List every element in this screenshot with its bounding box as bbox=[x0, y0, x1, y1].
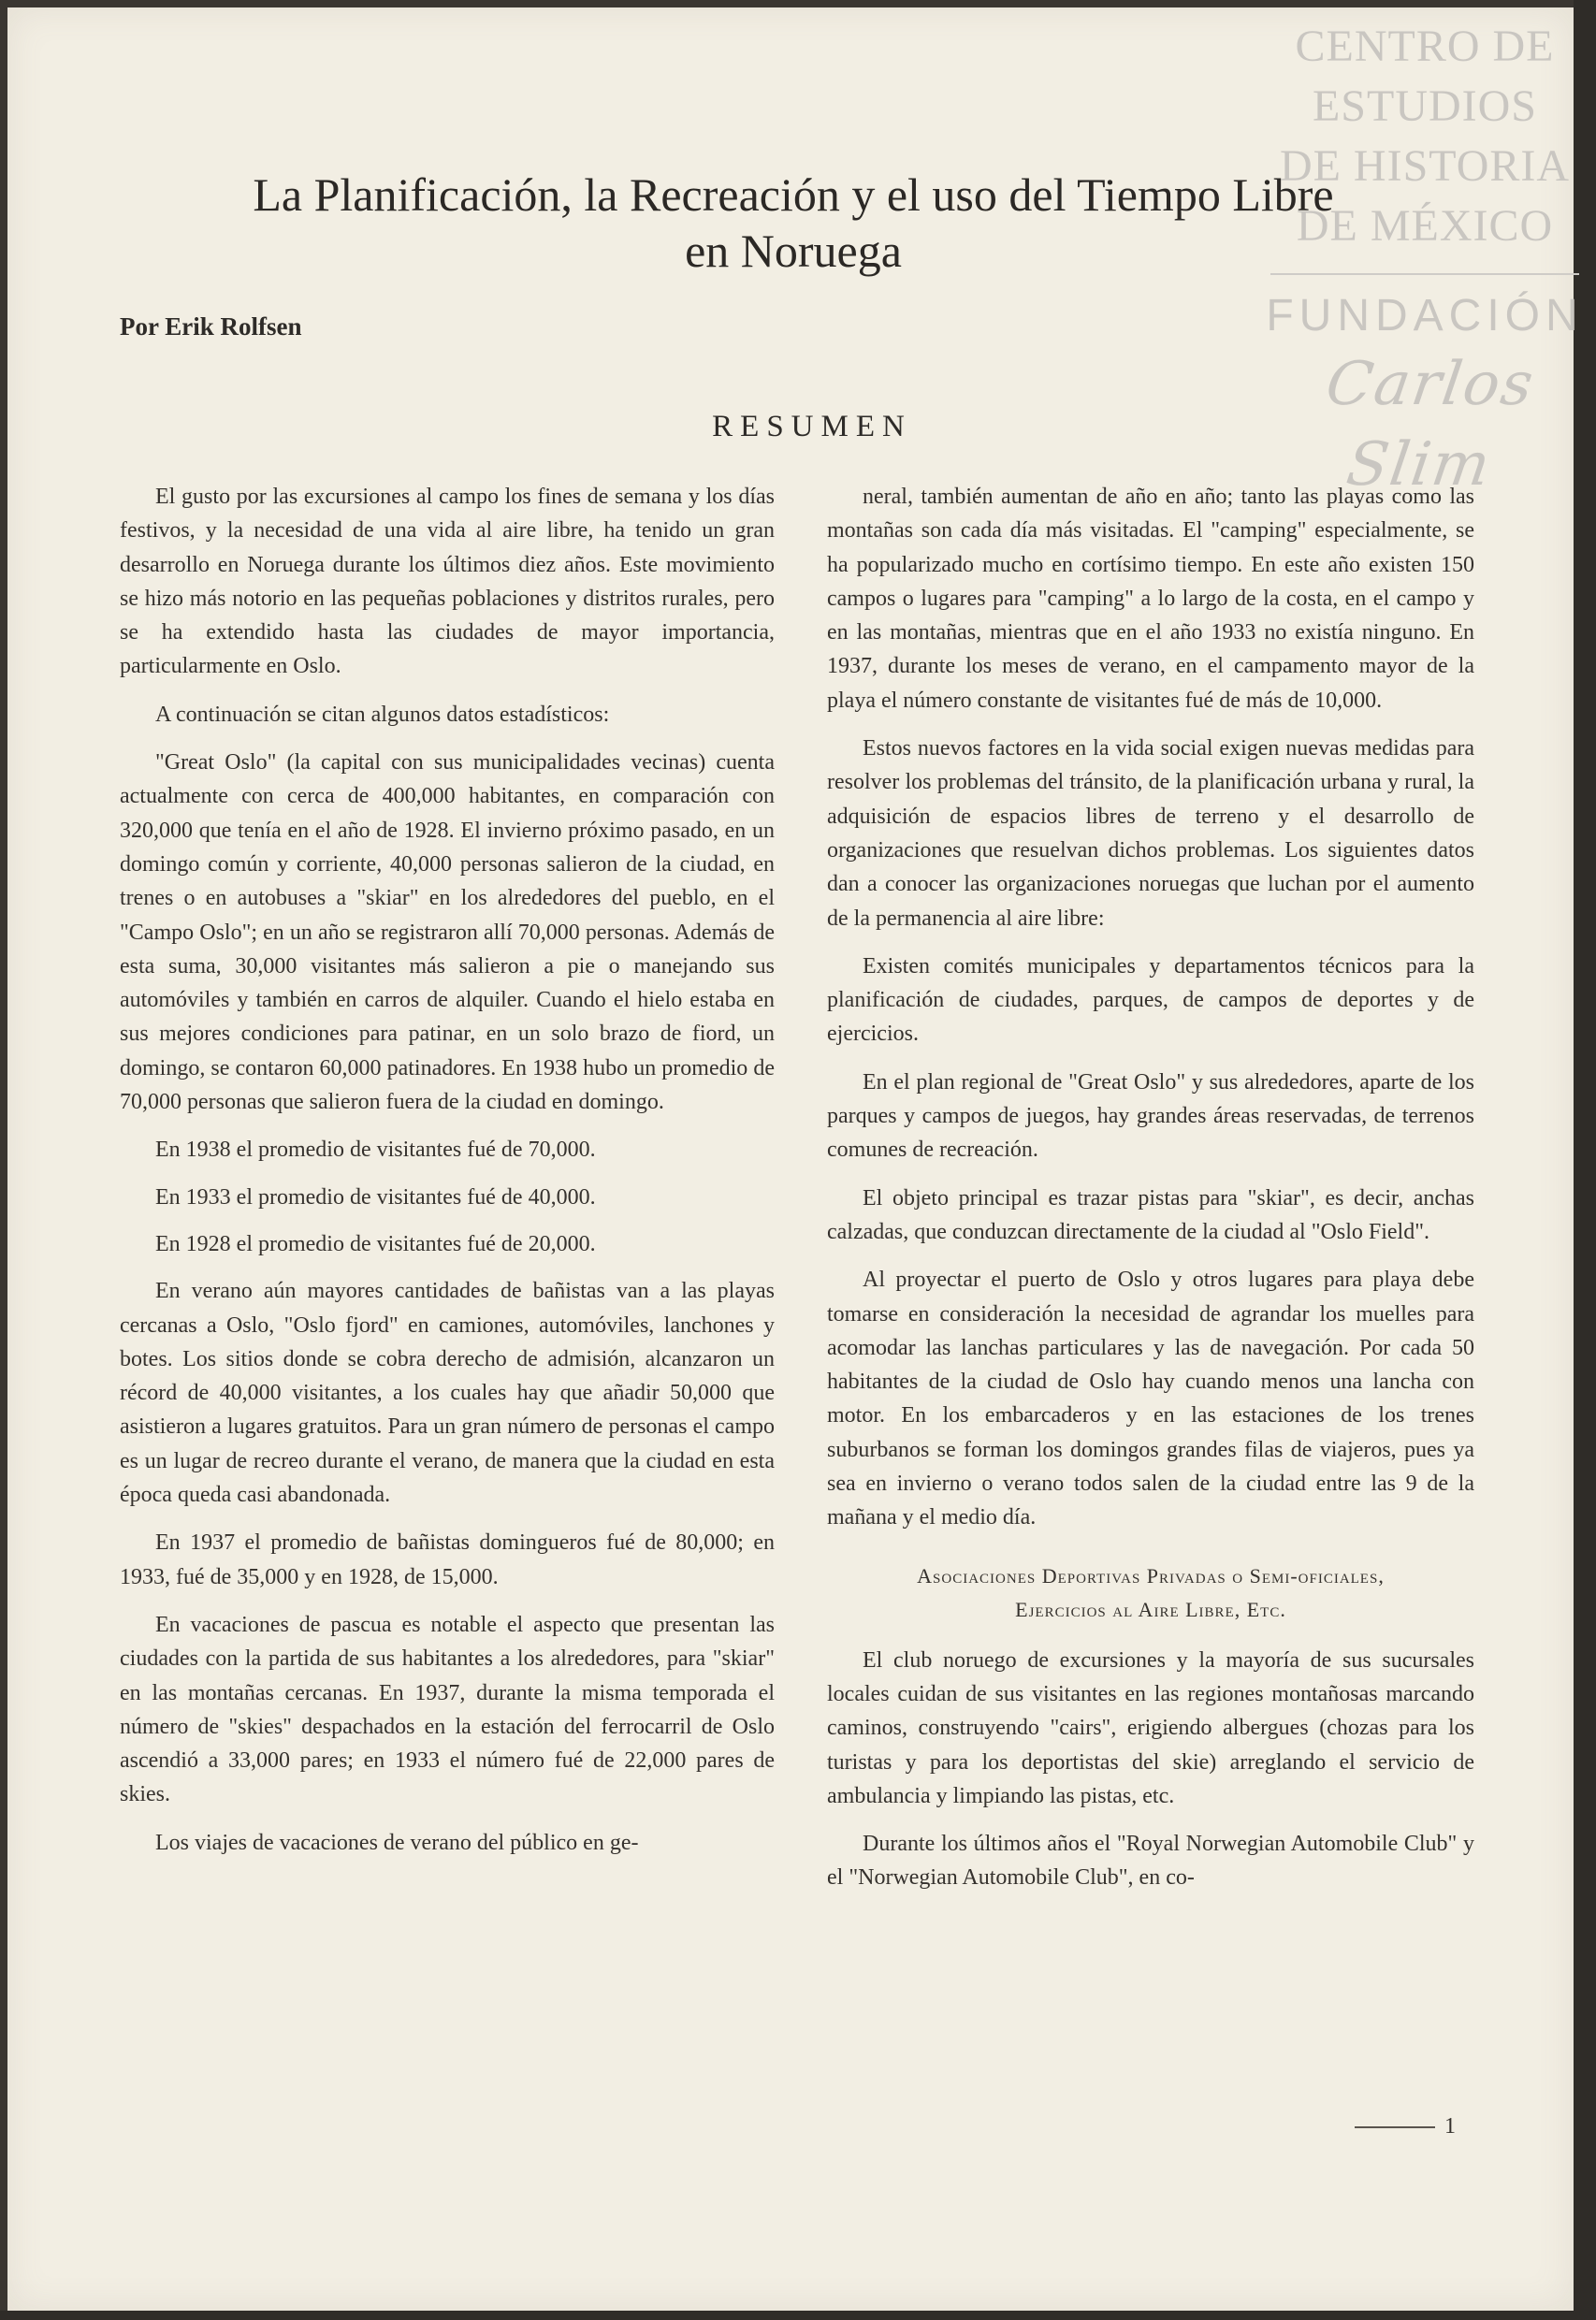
watermark-line-3: DE HISTORIA bbox=[1279, 141, 1571, 191]
paragraph: Estos nuevos factores en la vida social exigen nuevas medidas para resolver los problemas del tránsito, de la planificación urbana y rural, la adquisición de espacios libres de terreno y el desarrollo de organizaciones que resuelvan dichos problemas. Los siguientes datos dan a conocer las organizaciones noruegas que luchan por el aumento de la permanencia al aire libre: bbox=[827, 736, 1474, 931]
paragraph: Durante los últimos años el "Royal Norwegian Automobile Club" y el "Norwegian Automobile Club", en co- bbox=[827, 1832, 1474, 1891]
paragraph: Existen comités municipales y departamentos técnicos para la planificación de ciudades, parques, de campos de deportes y de ejercicios. bbox=[827, 953, 1474, 1047]
section-heading bbox=[827, 1559, 1474, 1627]
article-title-line-2: en Noruega bbox=[685, 225, 902, 277]
paragraph: Al proyectar el puerto de Oslo y otros lugares para playa debe tomarse en consideración la necesidad de agrandar los muelles para acomodar las lanchas particulares y las de navegación. Por cada 50 habitantes de la ciudad de Oslo hay cuando menos una lancha con motor. En los embarcaderos y en las estaciones de los trenes suburbanos se forman los domingos grandes filas de viajeros, pues ya sea en invierno o verano todos salen de la ciudad entre las 9 de la mañana y el medio día. bbox=[827, 1268, 1474, 1530]
paragraph: El objeto principal es trazar pistas para "skiar", es decir, anchas calzadas, que conduzcan directamente de la ciudad al "Oslo Field". bbox=[827, 1185, 1474, 1244]
paragraph: Los viajes de vacaciones de verano del público en ge- bbox=[155, 1830, 639, 1855]
watermark-line-4: DE MÉXICO bbox=[1296, 201, 1554, 251]
page-folio bbox=[1355, 2114, 1456, 2139]
watermark-line-1: CENTRO DE bbox=[1295, 22, 1555, 71]
right-column bbox=[827, 480, 1474, 1909]
paragraph: En vacaciones de pascua es notable el aspecto que presentan las ciudades con la partida de sus habitantes a los alrededores, para "skiar" en las montañas cercanas. En 1937, durante la misma temporada el número de "skies" despachados en la estación del ferrocarril de Oslo ascendió a 33,000 pares; en 1933 el número fué de 22,000 pares de skies. bbox=[120, 1612, 775, 1807]
author-byline: Por Erik Rolfsen bbox=[120, 312, 302, 341]
folio-rule bbox=[1355, 2126, 1435, 2128]
page-edge-bottom bbox=[0, 2311, 1596, 2320]
watermark-signature: Carlos Slim bbox=[1322, 350, 1540, 500]
paragraph: "Great Oslo" (la capital con sus municipalidades vecinas) cuenta actualmente con cerca de 400,000 habitantes, en comparación con 320,000 que tenía en el año de 1928. El invierno próximo pasado, en un domingo común y corriente, 40,000 personas salieron de la ciudad, en trenes o en autobuses a "skiar" en los alrededores del pueblo, en el "Campo Oslo"; en un año se registraron allí 70,000 personas. Además de esta suma, 30,000 visitantes más salieron a pie o manejando sus automóviles y también en carros de alquiler. Cuando el hielo estaba en sus mejores condiciones para patinar, en un solo brazo de fiord, un domingo, se contaron 60,000 patinadores. En 1938 hubo un promedio de 70,000 personas que salieron fuera de la ciudad en domingo. bbox=[120, 750, 775, 1115]
statistic-line: En 1933 el promedio de visitantes fué de 40,000. bbox=[155, 1184, 596, 1210]
document-page bbox=[7, 7, 1584, 2311]
paragraph: El gusto por las excursiones al campo los fines de semana y los días festivos, y la necesidad de una vida al aire libre, ha tenido un gran desarrollo en Noruega durante los últimos diez años. Este movimiento se hizo más notorio en las pequeñas poblaciones y distritos rurales, pero se ha extendido hasta las ciudades de mayor importancia, particularmente en Oslo. bbox=[120, 485, 775, 679]
section-heading-line-1: Asociaciones Deportivas Privadas o Semi-oficiales, bbox=[917, 1563, 1385, 1588]
section-label-resumen: RESUMEN bbox=[712, 410, 912, 443]
paragraph: El club noruego de excursiones y la mayoría de sus sucursales locales cuidan de sus visitantes en las regiones montañosas marcando caminos, construyendo "cairs", erigiendo albergues (chozas para los turistas y para los deportistas del skie) arreglando el servicio de ambulancia y limpiando las pistas, etc. bbox=[827, 1647, 1474, 1808]
watermark-fundacion: FUNDACIÓN bbox=[1266, 291, 1584, 341]
paragraph: neral, también aumentan de año en año; tanto las playas como las montañas son cada día más visitadas. El "camping" especialmente, se ha popularizado mucho en cortísimo tiempo. En este año existen 150 campos o lugares para "camping" a lo largo de la costa, en el campo y en las montañas, mientras que en el año 1933 no existía ninguno. En 1937, durante los meses de verano, en el campamento mayor de la playa el número constante de visitantes fué de más de 10,000. bbox=[827, 485, 1474, 713]
watermark-line-2: ESTUDIOS bbox=[1312, 81, 1537, 131]
paragraph: En el plan regional de "Great Oslo" y sus alrededores, aparte de los parques y campos de juegos, hay grandes áreas reservadas, de terrenos comunes de recreación. bbox=[827, 1069, 1474, 1163]
paragraph: A continuación se citan algunos datos estadísticos: bbox=[155, 702, 610, 727]
statistic-line: En 1938 el promedio de visitantes fué de 70,000. bbox=[155, 1138, 596, 1163]
article-title-line-1: La Planificación, la Recreación y el uso del Tiempo Libre bbox=[253, 168, 1334, 221]
section-heading-line-2: Ejercicios al Aire Libre, Etc. bbox=[1015, 1597, 1286, 1621]
paragraph: En verano aún mayores cantidades de bañistas van a las playas cercanas a Oslo, "Oslo fjord" en camiones, automóviles, lanchones y botes. Los sitios donde se cobra derecho de admisión, alcanzaron un récord de 40,000 visitantes, a los cuales hay que añadir 50,000 que asistieron a lugares gratuitos. Para un gran número de personas el campo es un lugar de recreo durante el verano, de manera que la ciudad en esta época queda casi abandonada. bbox=[120, 1279, 775, 1508]
article-title bbox=[148, 167, 1439, 279]
paragraph: En 1937 el promedio de bañistas domingueros fué de 80,000; en 1933, fué de 35,000 y en 1928, de 15,000. bbox=[120, 1530, 775, 1589]
statistic-line: En 1928 el promedio de visitantes fué de 20,000. bbox=[155, 1231, 596, 1256]
left-column bbox=[120, 480, 775, 1874]
page-number: 1 bbox=[1444, 2114, 1456, 2139]
